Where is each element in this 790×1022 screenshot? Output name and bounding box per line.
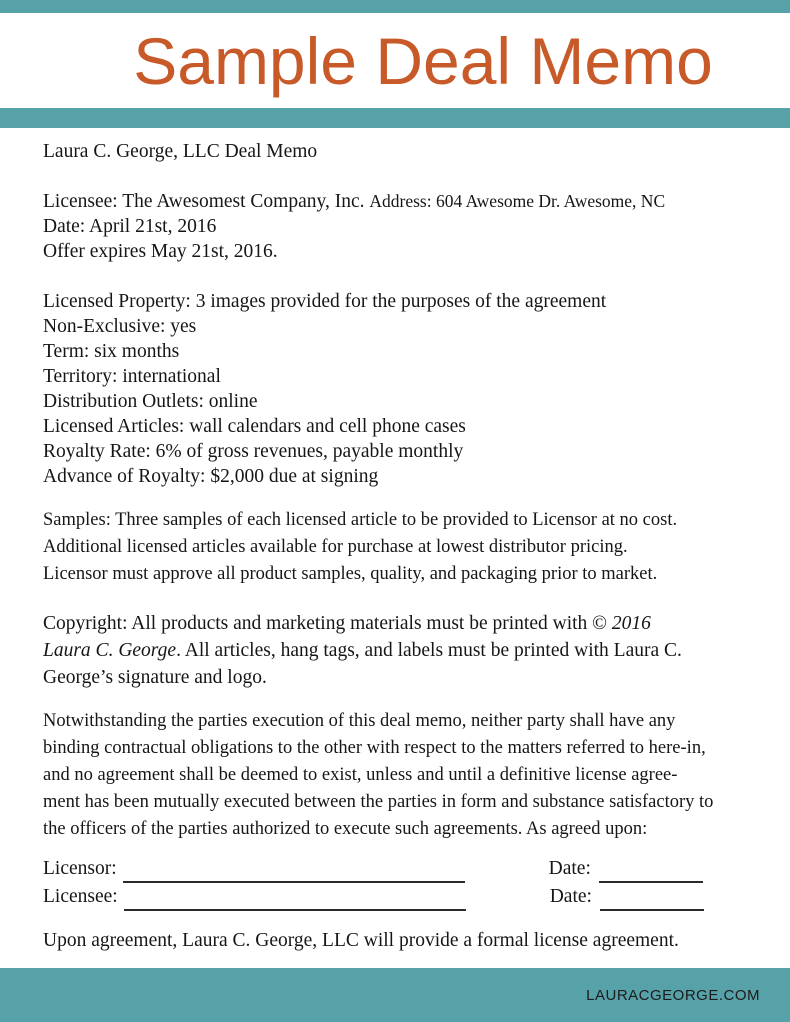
top-accent-bar xyxy=(0,0,790,13)
copyright-line-2: Laura C. George. All articles, hang tags, and labels must be printed with Laura C. xyxy=(43,640,682,661)
samples-paragraph xyxy=(43,507,756,588)
text-line: Licensor must approve all product samples, quality, and packaging prior to market. xyxy=(43,564,658,584)
spacer xyxy=(465,882,549,883)
text-line: Royalty Rate: 6% of gross revenues, payable monthly xyxy=(43,441,464,462)
text-line: Advance of Royalty: $2,000 due at signing xyxy=(43,466,379,487)
closing-line: Upon agreement, Laura C. George, LLC will provide a formal license agreement. xyxy=(43,930,679,951)
licensee-signature-line xyxy=(124,889,466,911)
footer-bar xyxy=(0,968,790,1022)
licensor-date-line xyxy=(599,861,703,883)
memo-heading: Laura C. George, LLC Deal Memo xyxy=(43,141,318,162)
signature-row-licensee xyxy=(43,883,756,911)
text-line: and no agreement shall be deemed to exist, unless and until a definitive license agree- xyxy=(43,765,678,785)
licensee-address: Address: 604 Awesome Dr. Awesome, NC xyxy=(369,191,666,211)
memo-body xyxy=(0,128,790,953)
text-line: binding contractual obligations to the other with respect to the matters referred to here-in, xyxy=(43,738,706,758)
text-line: Notwithstanding the parties execution of this deal memo, neither party shall have any xyxy=(43,711,676,731)
text-line: Term: six months xyxy=(43,341,180,362)
page-title: Sample Deal Memo xyxy=(133,23,713,98)
licensee-label: Licensee: xyxy=(43,886,118,907)
spacer xyxy=(466,910,550,911)
text-line: Licensed Property: 3 images provided for the purposes of the agreement xyxy=(43,291,607,312)
licensor-label: Licensor: xyxy=(43,858,117,879)
text-line: Distribution Outlets: online xyxy=(43,391,258,412)
signature-block xyxy=(43,855,756,911)
title-band xyxy=(0,13,790,108)
licensee-name: Licensee: The Awesomest Company, Inc. xyxy=(43,191,370,212)
copyright-line-1: Copyright: All products and marketing materials must be printed with © 2016 xyxy=(43,613,651,634)
terms-list xyxy=(43,289,756,489)
licensor-signature-line xyxy=(123,861,465,883)
footer-website: LAURACGEORGE.COM xyxy=(586,986,760,1004)
disclaimer-paragraph xyxy=(43,708,756,843)
text-line: ment has been mutually executed between the parties in form and substance satisfactory to xyxy=(43,792,714,812)
date-line: Date: April 21st, 2016 xyxy=(43,216,217,237)
licensee-line xyxy=(43,189,756,214)
date-label: Date: xyxy=(548,858,591,879)
text-line: Samples: Three samples of each licensed article to be provided to Licensor at no cost. xyxy=(43,510,678,530)
header-accent-bar xyxy=(0,108,790,128)
licensee-date-line xyxy=(600,889,704,911)
signature-row-licensor xyxy=(43,855,756,883)
text-line: Non-Exclusive: yes xyxy=(43,316,197,337)
date-label: Date: xyxy=(549,886,592,907)
copyright-line-3: George’s signature and logo. xyxy=(43,667,267,688)
text-line: Licensed Articles: wall calendars and cell phone cases xyxy=(43,416,466,437)
offer-expiry-line: Offer expires May 21st, 2016. xyxy=(43,241,278,262)
copyright-paragraph xyxy=(43,610,756,691)
text-line: Additional licensed articles available for purchase at lowest distributor pricing. xyxy=(43,537,628,557)
text-line: Territory: international xyxy=(43,366,221,387)
text-line: the officers of the parties authorized to execute such agreements. As agreed upon: xyxy=(43,819,648,839)
